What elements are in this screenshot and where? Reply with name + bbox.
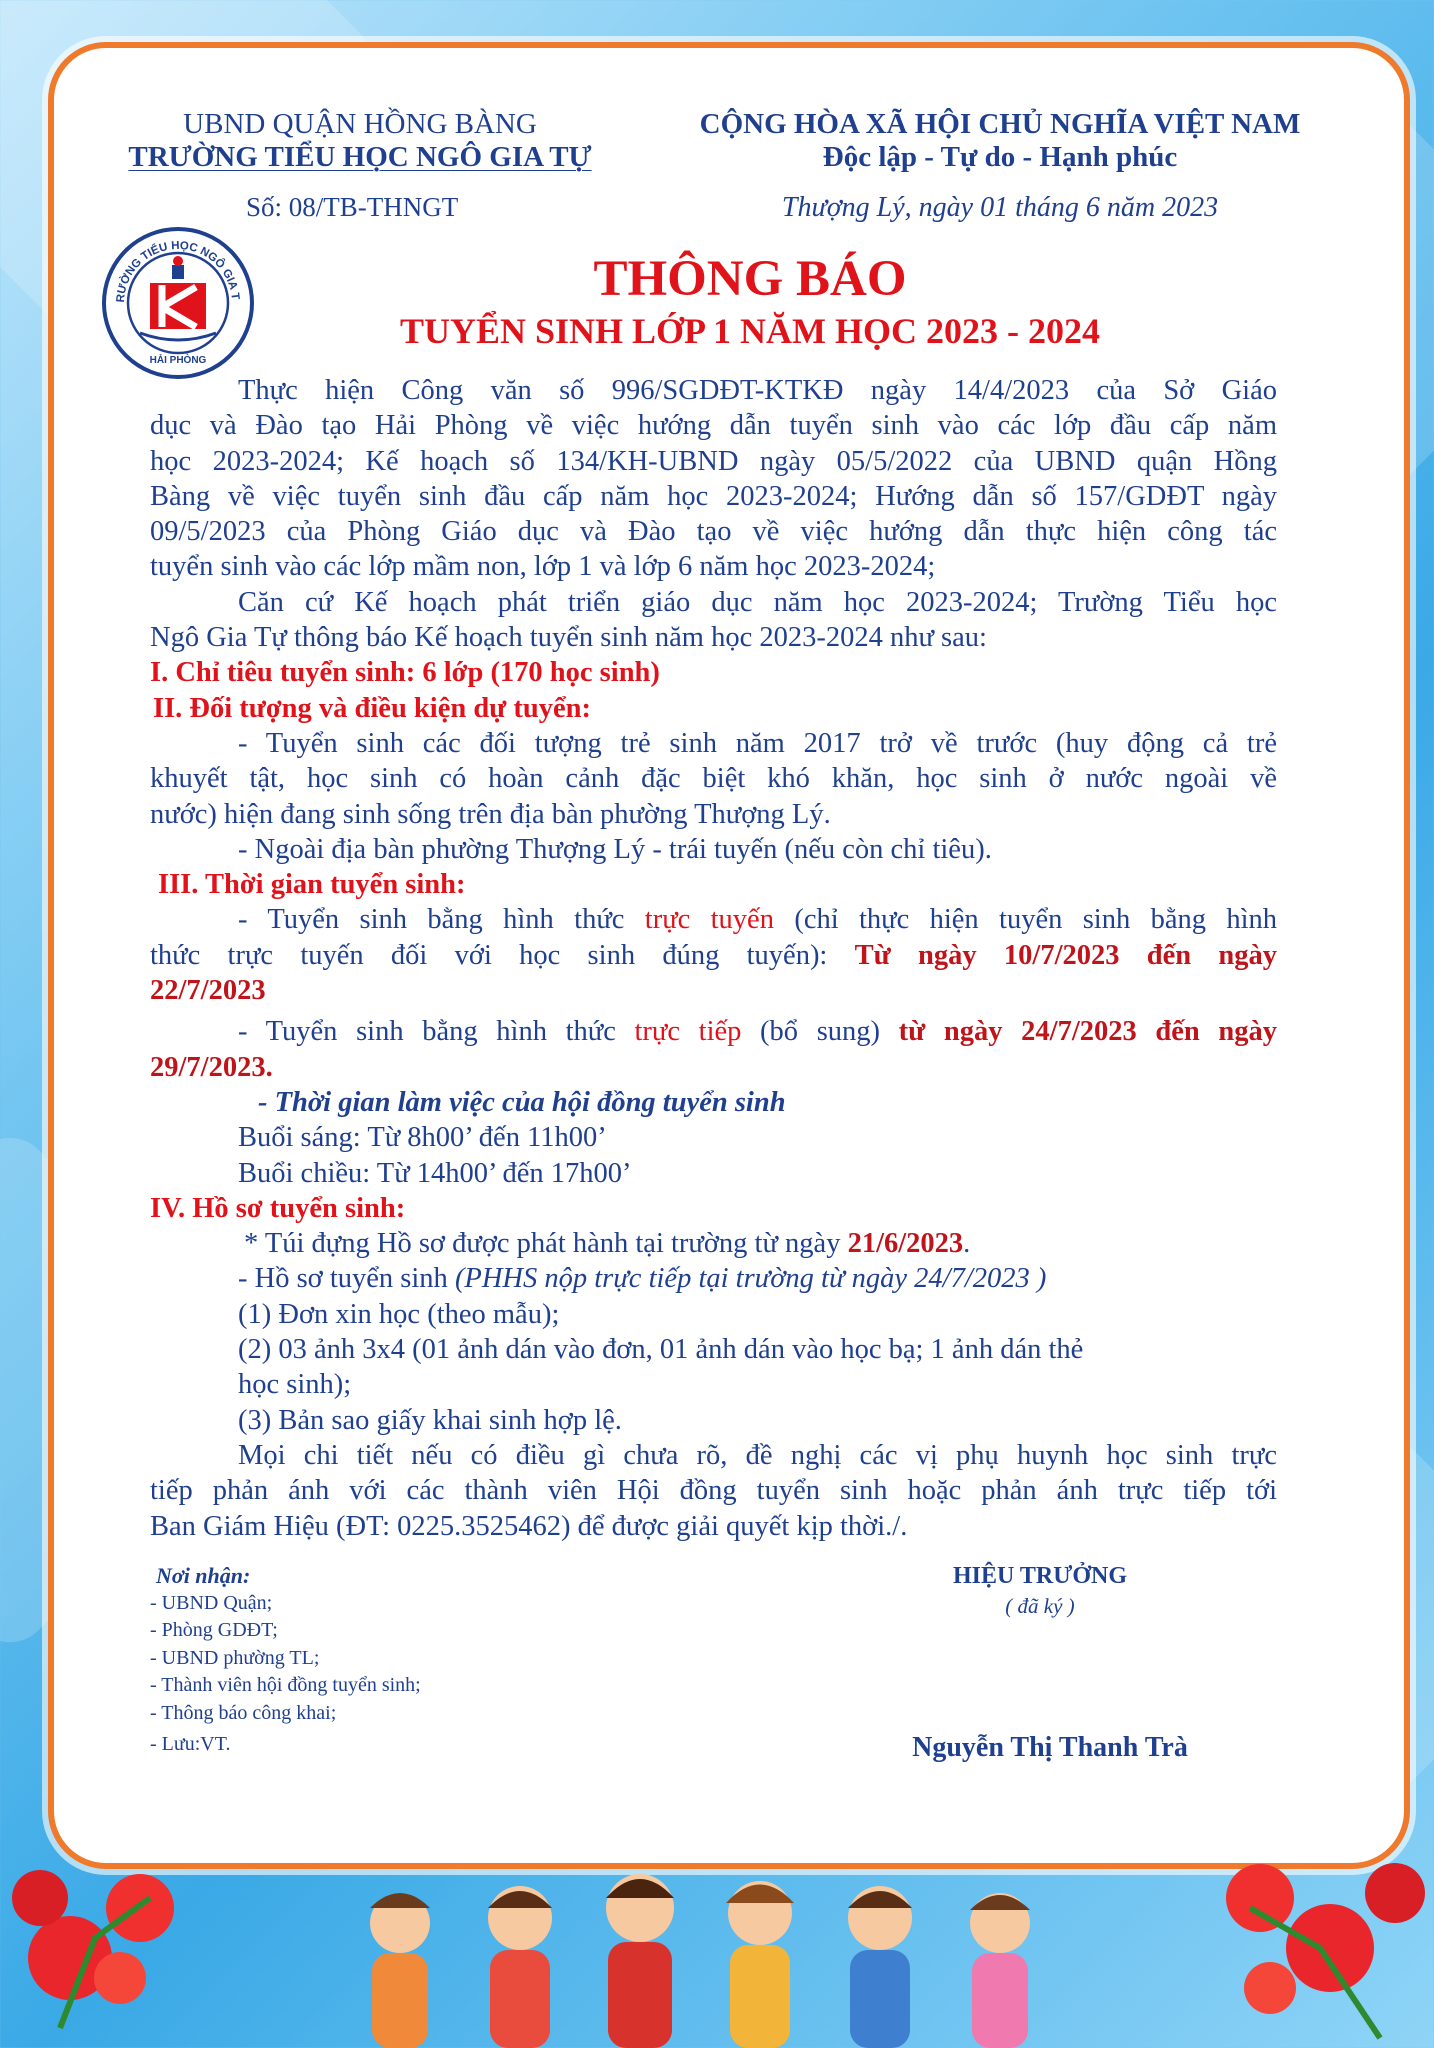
recipient-item: - UBND Quận; [150,1591,273,1614]
eligibility-line: khuyết tật, học sinh có hoàn cảnh đặc biệt khó khăn, học sinh ở nước ngoài về [150,763,1277,795]
section-documents-heading: IV. Hồ sơ tuyển sinh: [150,1192,406,1224]
online-dates-end: 22/7/2023 [150,975,266,1007]
signer-name: Nguyễn Thị Thanh Trà [912,1732,1188,1763]
intro-line: tuyển sinh vào các lớp mầm non, lớp 1 và lớp 6 năm học 2023-2024; [150,551,936,583]
recipient-item: - Lưu:VT. [150,1733,231,1755]
child-figure [370,1893,430,2048]
direct-enrolment-line: - Tuyển sinh bằng hình thức trực tiếp (bổ sung) từ ngày 24/7/2023 đến ngày [238,1016,1277,1048]
svg-text:TRƯỜNG TIỂU HỌC NGÔ GIA TỰ: RƯỜNG TIỂU HỌC NGÔ GIA T [114,239,241,303]
recipient-item: - UBND phường TL; [150,1646,320,1669]
intro-line: học 2023-2024; Kế hoạch số 134/KH-UBND ngày 05/5/2022 của UBND quận Hồng [150,445,1277,477]
direct-mode: trực tiếp [634,1016,742,1048]
council-hours-heading: - Thời gian làm việc của hội đồng tuyển sinh [258,1086,786,1118]
issuing-authority [95,108,625,174]
document-issue-line: * Túi đựng Hồ sơ được phát hành tại trường từ ngày 21/6/2023. [244,1228,971,1260]
basis-line: Ngô Gia Tự thông báo Kế hoạch tuyển sinh năm học 2023-2024 như sau: [150,622,987,654]
kids-decoration [0,1838,1434,2048]
section-time-heading: III. Thời gian tuyển sinh: [158,869,466,901]
intro-line: Bàng về việc tuyển sinh đầu cấp năm học 2023-2024; Hướng dẫn số 157/GDĐT ngày [150,480,1277,512]
intro-line: Thực hiện Công văn số 996/SGDĐT-KTKĐ ngày 14/4/2023 của Sở Giáo [238,375,1277,406]
recipient-item: - Thông báo công khai; [150,1701,337,1724]
flower-left [12,1870,174,2028]
eligibility-line: nước) hiện đang sinh sống trên địa bàn phường Thượng Lý. [150,798,831,830]
school-logo-emblem [100,225,256,381]
recipients-title: Nơi nhận: [156,1563,251,1588]
signed-note: ( đã ký ) [1005,1594,1075,1618]
intro-line: dục và Đào tạo Hải Phòng về việc hướng dẫn tuyển sinh vào các lớp đầu cấp năm [150,410,1277,442]
district-org: UBND QUẬN HỒNG BÀNG [183,108,537,140]
online-dates: Từ ngày 10/7/2023 đến ngày [854,939,1278,971]
child-figure [970,1893,1030,2048]
closing-line: tiếp phản ánh với các thành viên Hội đồng tuyển sinh hoặc phản ánh trực tiếp tới [150,1475,1277,1507]
eligibility-line: - Ngoài địa bàn phường Thượng Lý - trái tuyến (nếu còn chỉ tiêu). [238,833,992,865]
issue-date: 21/6/2023 [847,1228,964,1260]
notice-body [150,373,1277,1544]
recipients [150,1562,610,1759]
document-item: học sinh); [238,1369,352,1401]
school-name: TRƯỜNG TIỂU HỌC NGÔ GIA TỰ [128,141,592,173]
direct-dates-end: 29/7/2023. [150,1051,273,1083]
svg-text:HẢI PHÒNG: HẢI PHÒNG [149,355,207,366]
document-item: (2) 03 ảnh 3x4 (01 ảnh dán vào đơn, 01 ảnh dán vào học bạ; 1 ảnh dán thẻ [238,1334,1084,1366]
eligibility-line: - Tuyển sinh các đối tượng trẻ sinh năm 2017 trở về trước (huy động cả trẻ [238,727,1277,759]
recipient-item: - Phòng GDĐT; [150,1619,278,1641]
flower-right [1226,1863,1425,2038]
online-enrolment-line: thức trực tuyến đối với học sinh đúng tuyến): Từ ngày 10/7/2023 đến ngày [150,939,1278,971]
child-figure [488,1886,552,2048]
nation-name: CỘNG HÒA XÃ HỘI CHỦ NGHĨA VIỆT NAM [699,108,1301,140]
direct-dates: từ ngày 24/7/2023 đến ngày [898,1016,1277,1048]
section-eligibility-heading: II. Đối tượng và điều kiện dự tuyển: [153,692,591,724]
document-number: Số: 08/TB-THNGT [246,192,459,222]
child-figure [606,1874,674,2048]
section-quota-heading: I. Chỉ tiêu tuyển sinh: 6 lớp (170 học sinh) [150,657,660,689]
national-motto: Độc lập - Tự do - Hạnh phúc [822,141,1178,173]
closing-line: Mọi chi tiết nếu có điều gì chưa rõ, đề nghị các vị phụ huynh học sinh trực [238,1439,1277,1471]
school-logo [100,225,256,381]
child-figure [726,1881,794,2048]
online-mode: trực tuyến [644,904,774,936]
morning-hours: Buổi sáng: Từ 8h00’ đến 11h00’ [238,1122,607,1154]
recipient-item: - Thành viên hội đồng tuyển sinh; [150,1674,421,1696]
place-date: Thượng Lý, ngày 01 tháng 6 năm 2023 [781,192,1219,223]
documents-line: - Hồ sơ tuyển sinh (PHHS nộp trực tiếp tại trường từ ngày 24/7/2023 ) [238,1263,1047,1295]
signer-title: HIỆU TRƯỞNG [952,1563,1128,1589]
intro-line: 09/5/2023 của Phòng Giáo dục và Đào tạo về việc hướng dẫn thực hiện công tác [150,516,1277,548]
notice-title: THÔNG BÁO [593,251,907,307]
afternoon-hours: Buổi chiều: Từ 14h00’ đến 17h00’ [238,1157,632,1189]
notice-subtitle: TUYỂN SINH LỚP 1 NĂM HỌC 2023 - 2024 [399,311,1101,351]
basis-line: Căn cứ Kế hoạch phát triển giáo dục năm học 2023-2024; Trường Tiểu học [238,586,1277,618]
document-item: (1) Đơn xin học (theo mẫu); [238,1298,560,1330]
closing-line: Ban Giám Hiệu (ĐT: 0225.3525462) để được giải quyết kịp thời./. [150,1510,908,1542]
online-enrolment-line: - Tuyển sinh bằng hình thức trực tuyến (chỉ thực hiện tuyển sinh bằng hình [238,904,1278,936]
document-item: (3) Bản sao giấy khai sinh hợp lệ. [238,1404,622,1436]
nation-header [640,108,1360,174]
child-figure [848,1886,912,2048]
